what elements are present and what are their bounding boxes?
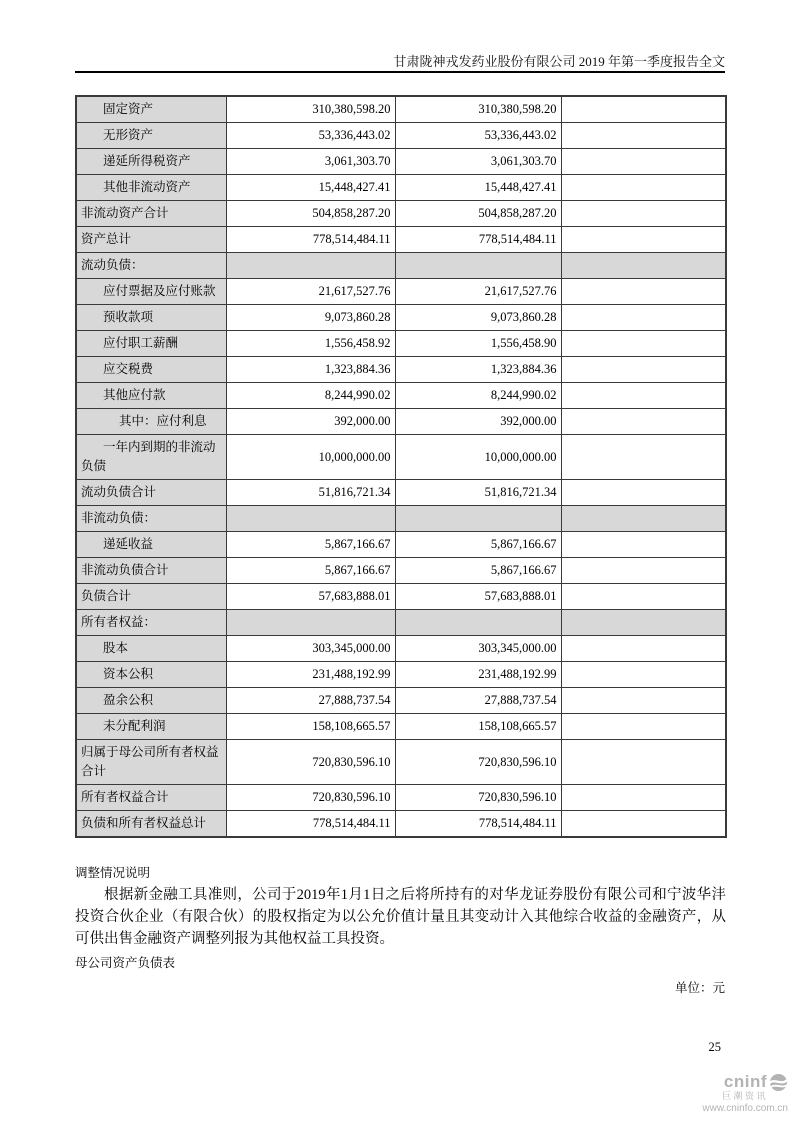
table-row xyxy=(76,506,726,532)
value-current-cell xyxy=(226,610,395,636)
value-current-cell: 15,448,427.41 xyxy=(226,175,395,201)
value-prior-cell: 5,867,166.67 xyxy=(395,558,561,584)
table-row xyxy=(76,357,726,383)
cninfo-logo-icon xyxy=(769,1073,788,1092)
table-row xyxy=(76,480,726,506)
table-row xyxy=(76,149,726,175)
value-current-cell: 1,556,458.92 xyxy=(226,331,395,357)
blank-cell xyxy=(561,662,726,688)
item-label-cell: 非流动负债： xyxy=(76,506,226,532)
item-label-cell: 递延所得税资产 xyxy=(76,149,226,175)
value-current-cell: 5,867,166.67 xyxy=(226,558,395,584)
unit-label: 单位：元 xyxy=(674,981,725,995)
value-current-cell: 158,108,665.57 xyxy=(226,714,395,740)
table-row xyxy=(76,123,726,149)
item-label-cell: 应付职工薪酬 xyxy=(76,331,226,357)
blank-cell xyxy=(561,253,726,279)
value-prior-cell: 778,514,484.11 xyxy=(395,227,561,253)
blank-cell xyxy=(561,480,726,506)
adjustment-note-paragraph: 根据新金融工具准则，公司于2019年1月1日之后将所持有的对华龙证券股份有限公司和宁波华沣投资合伙企业（有限合伙）的股权指定为以公允价值计量且其变动计入其他综合收益的金融资产，从可供出售金融资产调整列报为其他权益工具投资。 xyxy=(75,887,726,947)
value-current-cell: 231,488,192.99 xyxy=(226,662,395,688)
value-current-cell: 303,345,000.00 xyxy=(226,636,395,662)
item-label-cell: 未分配利润 xyxy=(76,714,226,740)
item-label-cell: 流动负债合计 xyxy=(76,480,226,506)
table-row xyxy=(76,435,726,480)
value-prior-cell: 310,380,598.20 xyxy=(395,96,561,123)
value-prior-cell: 9,073,860.28 xyxy=(395,305,561,331)
value-prior-cell xyxy=(395,506,561,532)
value-prior-cell: 778,514,484.11 xyxy=(395,811,561,838)
blank-cell xyxy=(561,811,726,838)
item-label-cell: 归属于母公司所有者权益合计 xyxy=(76,740,226,785)
item-label-cell: 应付票据及应付账款 xyxy=(76,279,226,305)
value-current-cell: 21,617,527.76 xyxy=(226,279,395,305)
value-prior-cell: 51,816,721.34 xyxy=(395,480,561,506)
adjustment-note-title: 调整情况说明 xyxy=(75,866,151,880)
blank-cell xyxy=(561,149,726,175)
table-row xyxy=(76,279,726,305)
parent-balance-sheet-title: 母公司资产负债表 xyxy=(75,956,176,970)
cninfo-logo-top xyxy=(702,1073,788,1092)
table-row xyxy=(76,558,726,584)
blank-cell xyxy=(561,610,726,636)
blank-cell xyxy=(561,227,726,253)
table-row xyxy=(76,688,726,714)
value-prior-cell: 504,858,287.20 xyxy=(395,201,561,227)
table-row xyxy=(76,785,726,811)
item-label-cell: 其他非流动资产 xyxy=(76,175,226,201)
table-row xyxy=(76,584,726,610)
table-row xyxy=(76,662,726,688)
value-current-cell xyxy=(226,253,395,279)
header-divider xyxy=(75,71,725,73)
value-prior-cell: 231,488,192.99 xyxy=(395,662,561,688)
item-label-cell: 资本公积 xyxy=(76,662,226,688)
table-row xyxy=(76,532,726,558)
table-row xyxy=(76,331,726,357)
blank-cell xyxy=(561,383,726,409)
value-current-cell: 1,323,884.36 xyxy=(226,357,395,383)
value-prior-cell: 392,000.00 xyxy=(395,409,561,435)
cninfo-logo xyxy=(702,1073,788,1114)
blank-cell xyxy=(561,558,726,584)
value-prior-cell: 57,683,888.01 xyxy=(395,584,561,610)
blank-cell xyxy=(561,714,726,740)
balance-sheet-table xyxy=(75,95,727,838)
cninfo-chinese-name: 巨潮资讯 xyxy=(721,1091,768,1101)
blank-cell xyxy=(561,279,726,305)
cninfo-brand-text: cninf xyxy=(723,1072,767,1092)
value-current-cell: 10,000,000.00 xyxy=(226,435,395,480)
value-prior-cell: 303,345,000.00 xyxy=(395,636,561,662)
value-current-cell: 27,888,737.54 xyxy=(226,688,395,714)
item-label-cell: 无形资产 xyxy=(76,123,226,149)
blank-cell xyxy=(561,357,726,383)
value-prior-cell: 21,617,527.76 xyxy=(395,279,561,305)
blank-cell xyxy=(561,305,726,331)
blank-cell xyxy=(561,636,726,662)
value-current-cell: 720,830,596.10 xyxy=(226,785,395,811)
value-prior-cell: 720,830,596.10 xyxy=(395,740,561,785)
item-label-cell: 盈余公积 xyxy=(76,688,226,714)
item-label-cell: 所有者权益： xyxy=(76,610,226,636)
value-current-cell: 8,244,990.02 xyxy=(226,383,395,409)
value-current-cell: 310,380,598.20 xyxy=(226,96,395,123)
table-row xyxy=(76,227,726,253)
item-label-cell: 资产总计 xyxy=(76,227,226,253)
blank-cell xyxy=(561,331,726,357)
value-current-cell: 720,830,596.10 xyxy=(226,740,395,785)
table-row xyxy=(76,714,726,740)
table-row xyxy=(76,610,726,636)
blank-cell xyxy=(561,506,726,532)
value-prior-cell: 15,448,427.41 xyxy=(395,175,561,201)
value-prior-cell: 158,108,665.57 xyxy=(395,714,561,740)
table-row xyxy=(76,96,726,123)
table-row xyxy=(76,740,726,785)
value-current-cell: 3,061,303.70 xyxy=(226,149,395,175)
cninfo-website-url: www.cninfo.com.cn xyxy=(702,1102,788,1114)
item-label-cell: 其他应付款 xyxy=(76,383,226,409)
table-row xyxy=(76,305,726,331)
blank-cell xyxy=(561,584,726,610)
value-prior-cell: 720,830,596.10 xyxy=(395,785,561,811)
page-number: 25 xyxy=(708,1040,721,1054)
item-label-cell: 一年内到期的非流动负债 xyxy=(76,435,226,480)
value-current-cell: 53,336,443.02 xyxy=(226,123,395,149)
report-header-title: 甘肃陇神戎发药业股份有限公司 2019 年第一季度报告全文 xyxy=(393,54,725,69)
value-prior-cell: 3,061,303.70 xyxy=(395,149,561,175)
item-label-cell: 固定资产 xyxy=(76,96,226,123)
item-label-cell: 应交税费 xyxy=(76,357,226,383)
value-current-cell xyxy=(226,506,395,532)
item-label-cell: 所有者权益合计 xyxy=(76,785,226,811)
blank-cell xyxy=(561,688,726,714)
value-prior-cell: 5,867,166.67 xyxy=(395,532,561,558)
item-label-cell: 递延收益 xyxy=(76,532,226,558)
table-row xyxy=(76,253,726,279)
value-prior-cell: 10,000,000.00 xyxy=(395,435,561,480)
value-prior-cell: 53,336,443.02 xyxy=(395,123,561,149)
value-current-cell: 504,858,287.20 xyxy=(226,201,395,227)
blank-cell xyxy=(561,123,726,149)
blank-cell xyxy=(561,175,726,201)
blank-cell xyxy=(561,201,726,227)
item-label-cell: 非流动负债合计 xyxy=(76,558,226,584)
item-label-cell: 负债和所有者权益总计 xyxy=(76,811,226,838)
item-label-cell: 非流动资产合计 xyxy=(76,201,226,227)
item-label-cell: 负债合计 xyxy=(76,584,226,610)
value-prior-cell: 1,323,884.36 xyxy=(395,357,561,383)
blank-cell xyxy=(561,532,726,558)
table-row xyxy=(76,383,726,409)
value-prior-cell xyxy=(395,610,561,636)
table-row xyxy=(76,201,726,227)
table-row xyxy=(76,175,726,201)
value-current-cell: 5,867,166.67 xyxy=(226,532,395,558)
item-label-cell: 其中：应付利息 xyxy=(76,409,226,435)
value-prior-cell: 27,888,737.54 xyxy=(395,688,561,714)
item-label-cell: 流动负债： xyxy=(76,253,226,279)
value-current-cell: 778,514,484.11 xyxy=(226,227,395,253)
table-row xyxy=(76,409,726,435)
blank-cell xyxy=(561,96,726,123)
blank-cell xyxy=(561,409,726,435)
value-prior-cell xyxy=(395,253,561,279)
value-current-cell: 778,514,484.11 xyxy=(226,811,395,838)
blank-cell xyxy=(561,435,726,480)
value-current-cell: 57,683,888.01 xyxy=(226,584,395,610)
table-row xyxy=(76,811,726,838)
blank-cell xyxy=(561,785,726,811)
value-prior-cell: 1,556,458.90 xyxy=(395,331,561,357)
item-label-cell: 预收款项 xyxy=(76,305,226,331)
blank-cell xyxy=(561,740,726,785)
value-current-cell: 9,073,860.28 xyxy=(226,305,395,331)
balance-sheet-body xyxy=(76,96,726,837)
value-current-cell: 392,000.00 xyxy=(226,409,395,435)
value-current-cell: 51,816,721.34 xyxy=(226,480,395,506)
item-label-cell: 股本 xyxy=(76,636,226,662)
table-row xyxy=(76,636,726,662)
value-prior-cell: 8,244,990.02 xyxy=(395,383,561,409)
